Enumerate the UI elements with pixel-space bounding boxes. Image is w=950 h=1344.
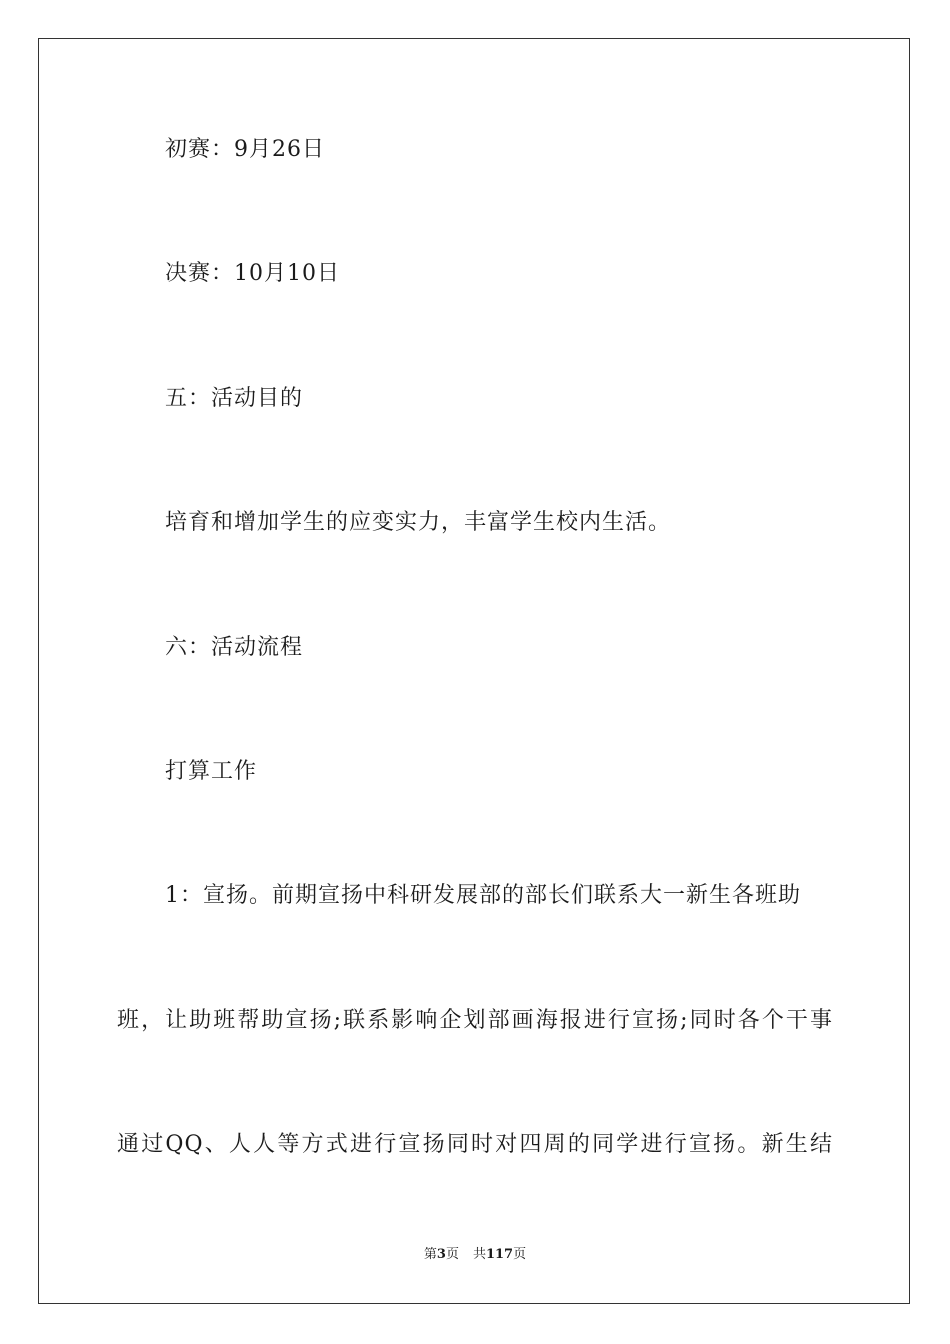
footer-page-current: 3 — [436, 1247, 446, 1262]
text-line-purpose: 培育和增加学生的应变实力，丰富学生校内生活。 — [165, 510, 672, 535]
section-heading-process: 六：活动流程 — [165, 635, 304, 660]
paragraph-line-2: 班，让助班帮助宣扬;联系影响企划部画海报进行宣扬;同时各个干事 — [117, 1008, 833, 1033]
footer-page-total: 117 — [485, 1247, 514, 1262]
paragraph-line-1: 1：宣扬。前期宣扬中科研发展部的部长们联系大一新生各班助 — [165, 883, 801, 908]
footer-page-unit: 页 — [445, 1247, 459, 1262]
page-border — [38, 38, 910, 1304]
footer-total-unit: 页 — [513, 1247, 527, 1262]
text-line-final-date: 决赛：10月10日 — [165, 261, 340, 286]
text-line-preliminary-date: 初赛：9月26日 — [165, 137, 325, 162]
section-heading-purpose: 五：活动目的 — [165, 386, 304, 411]
footer-page-prefix: 第 — [423, 1247, 437, 1262]
footer-total-prefix: 共 — [472, 1247, 486, 1262]
paragraph-line-3: 通过QQ、人人等方式进行宣扬同时对四周的同学进行宣扬。新生结 — [117, 1132, 833, 1157]
page-footer — [0, 1246, 950, 1264]
text-line-preparation: 打算工作 — [165, 759, 258, 784]
